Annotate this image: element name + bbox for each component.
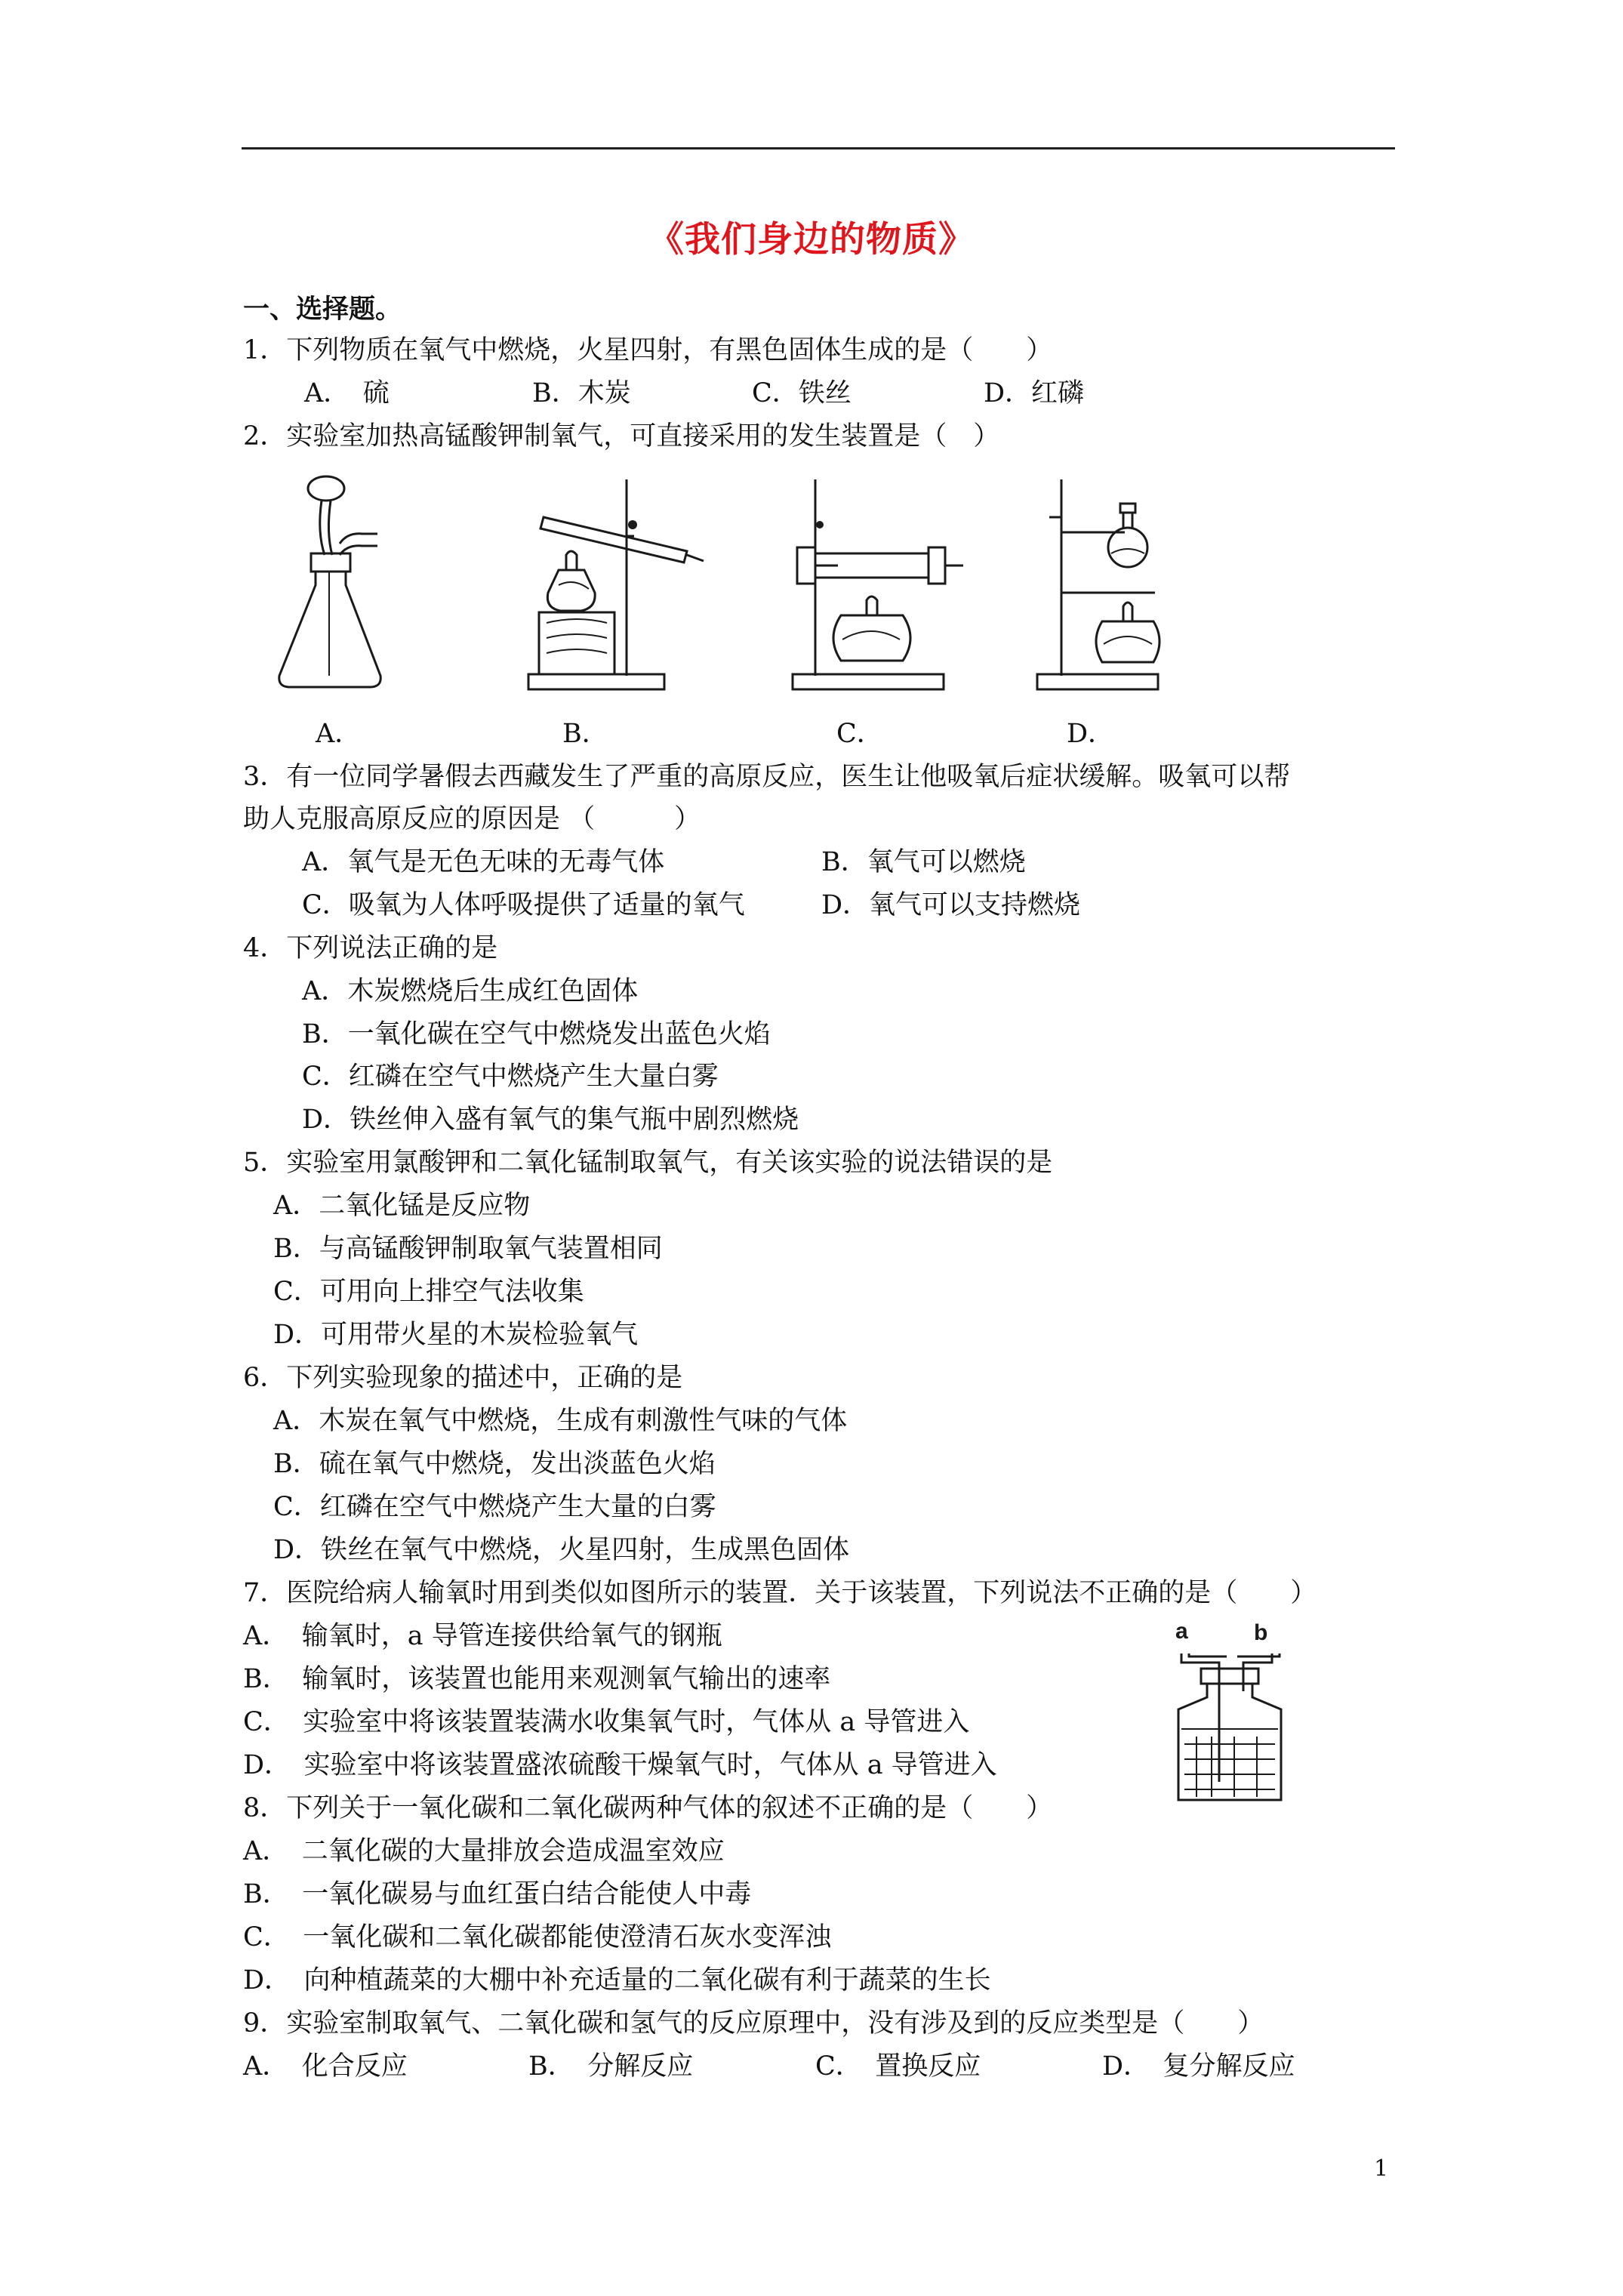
page-number: 1 — [1374, 2156, 1389, 2182]
q6-option-b: B．硫在氧气中燃烧，发出淡蓝色火焰 — [273, 1449, 716, 1479]
tube-a-label: a — [1175, 1619, 1188, 1644]
q5-option-c: C．可用向上排空气法收集 — [273, 1277, 584, 1307]
q1-option-b: B．木炭 — [532, 378, 631, 408]
q4-option-a: A．木炭燃烧后生成红色固体 — [302, 976, 639, 1006]
question-9-stem: 9．实验室制取氧气、二氧化碳和氢气的反应原理中，没有涉及到的反应类型是（ ） — [243, 2008, 1264, 2039]
q1-option-c: C．铁丝 — [752, 378, 852, 408]
q4-option-c: C．红磷在空气中燃烧产生大量白雾 — [302, 1062, 719, 1092]
q5-option-a: A．二氧化锰是反应物 — [273, 1191, 531, 1221]
q4-option-b: B．一氧化碳在空气中燃烧发出蓝色火焰 — [302, 1019, 771, 1049]
q7-option-d: D． 实验室中将该装置盛浓硫酸干燥氧气时，气体从 a 导管进入 — [243, 1750, 997, 1780]
q3-option-b: B．氧气可以燃烧 — [821, 847, 1026, 877]
q8-option-d: D． 向种植蔬菜的大棚中补充适量的二氧化碳有利于蔬菜的生长 — [243, 1965, 991, 1996]
q8-option-a: A． 二氧化碳的大量排放会造成温室效应 — [243, 1836, 725, 1866]
q3-option-c: C．吸氧为人体呼吸提供了适量的氧气 — [302, 890, 745, 920]
q8-option-c: C． 一氧化碳和二氧化碳都能使澄清石灰水变浑浊 — [243, 1922, 832, 1952]
apparatus-c-horizontal-tube-figure — [778, 472, 974, 698]
section-heading: 一、选择题。 — [243, 294, 402, 325]
q9-option-a: A． 化合反应 — [243, 2051, 408, 2082]
apparatus-a-flask-figure — [272, 472, 400, 698]
q7-option-c: C． 实验室中将该装置装满水收集氧气时，气体从 a 导管进入 — [243, 1707, 970, 1737]
q6-option-c: C．红磷在空气中燃烧产生大量的白雾 — [273, 1492, 716, 1522]
q8-option-b: B． 一氧化碳易与血红蛋白结合能使人中毒 — [243, 1879, 752, 1909]
q9-option-c: C． 置换反应 — [815, 2051, 981, 2082]
q6-option-d: D．铁丝在氧气中燃烧，火星四射，生成黑色固体 — [273, 1535, 850, 1565]
page-title: 《我们身边的物质》 — [648, 219, 975, 260]
q2-option-a: A． — [316, 719, 362, 749]
question-6-stem: 6．下列实验现象的描述中，正确的是 — [243, 1363, 683, 1393]
q2-option-b: B． — [562, 719, 608, 749]
question-7-stem: 7．医院给病人输氧时用到类似如图所示的装置．关于该装置，下列说法不正确的是（ ） — [243, 1578, 1317, 1608]
question-1-stem: 1．下列物质在氧气中燃烧，火星四射，有黑色固体生成的是（ ） — [243, 335, 1053, 365]
q4-option-d: D．铁丝伸入盛有氧气的集气瓶中剧烈燃烧 — [302, 1105, 799, 1135]
q5-option-d: D．可用带火星的木炭检验氧气 — [273, 1320, 639, 1350]
q3-option-d: D．氧气可以支持燃烧 — [821, 890, 1081, 920]
q7-gas-bottle-figure — [1159, 1616, 1302, 1812]
header-rule — [242, 147, 1395, 149]
tube-b-label: b — [1254, 1620, 1268, 1645]
question-8-stem: 8．下列关于一氧化碳和二氧化碳两种气体的叙述不正确的是（ ） — [243, 1793, 1053, 1823]
q2-option-c: C． — [836, 719, 883, 749]
q9-option-b: B． 分解反应 — [528, 2051, 694, 2082]
question-3-stem-line-2: 助人克服高原反应的原因是 （ ） — [243, 804, 701, 834]
q1-option-d: D．红磷 — [984, 378, 1085, 408]
q3-option-a: A．氧气是无色无味的无毒气体 — [302, 847, 665, 877]
question-3-stem-line-1: 3．有一位同学暑假去西藏发生了严重的高原反应，医生让他吸氧后症状缓解。吸氧可以帮 — [243, 762, 1291, 792]
q1-option-a: A． 硫 — [304, 378, 390, 408]
apparatus-b-test-tube-figure — [513, 472, 710, 698]
question-5-stem: 5．实验室用氯酸钾和二氧化锰制取氧气，有关该实验的说法错误的是 — [243, 1148, 1053, 1178]
q7-option-b: B． 输氧时，该装置也能用来观测氧气输出的速率 — [243, 1664, 831, 1694]
q6-option-a: A．木炭在氧气中燃烧，生成有刺激性气味的气体 — [273, 1406, 848, 1436]
question-4-stem: 4．下列说法正确的是 — [243, 933, 498, 963]
question-2-stem: 2．实验室加热高锰酸钾制氧气，可直接采用的发生装置是（ ） — [243, 421, 1000, 451]
q9-option-d: D． 复分解反应 — [1102, 2051, 1295, 2082]
q2-option-d: D． — [1067, 719, 1115, 749]
q7-option-a: A． 输氧时，a 导管连接供给氧气的钢瓶 — [243, 1621, 722, 1651]
q5-option-b: B．与高锰酸钾制取氧气装置相同 — [273, 1234, 663, 1264]
apparatus-d-round-flask-figure — [1027, 472, 1178, 698]
